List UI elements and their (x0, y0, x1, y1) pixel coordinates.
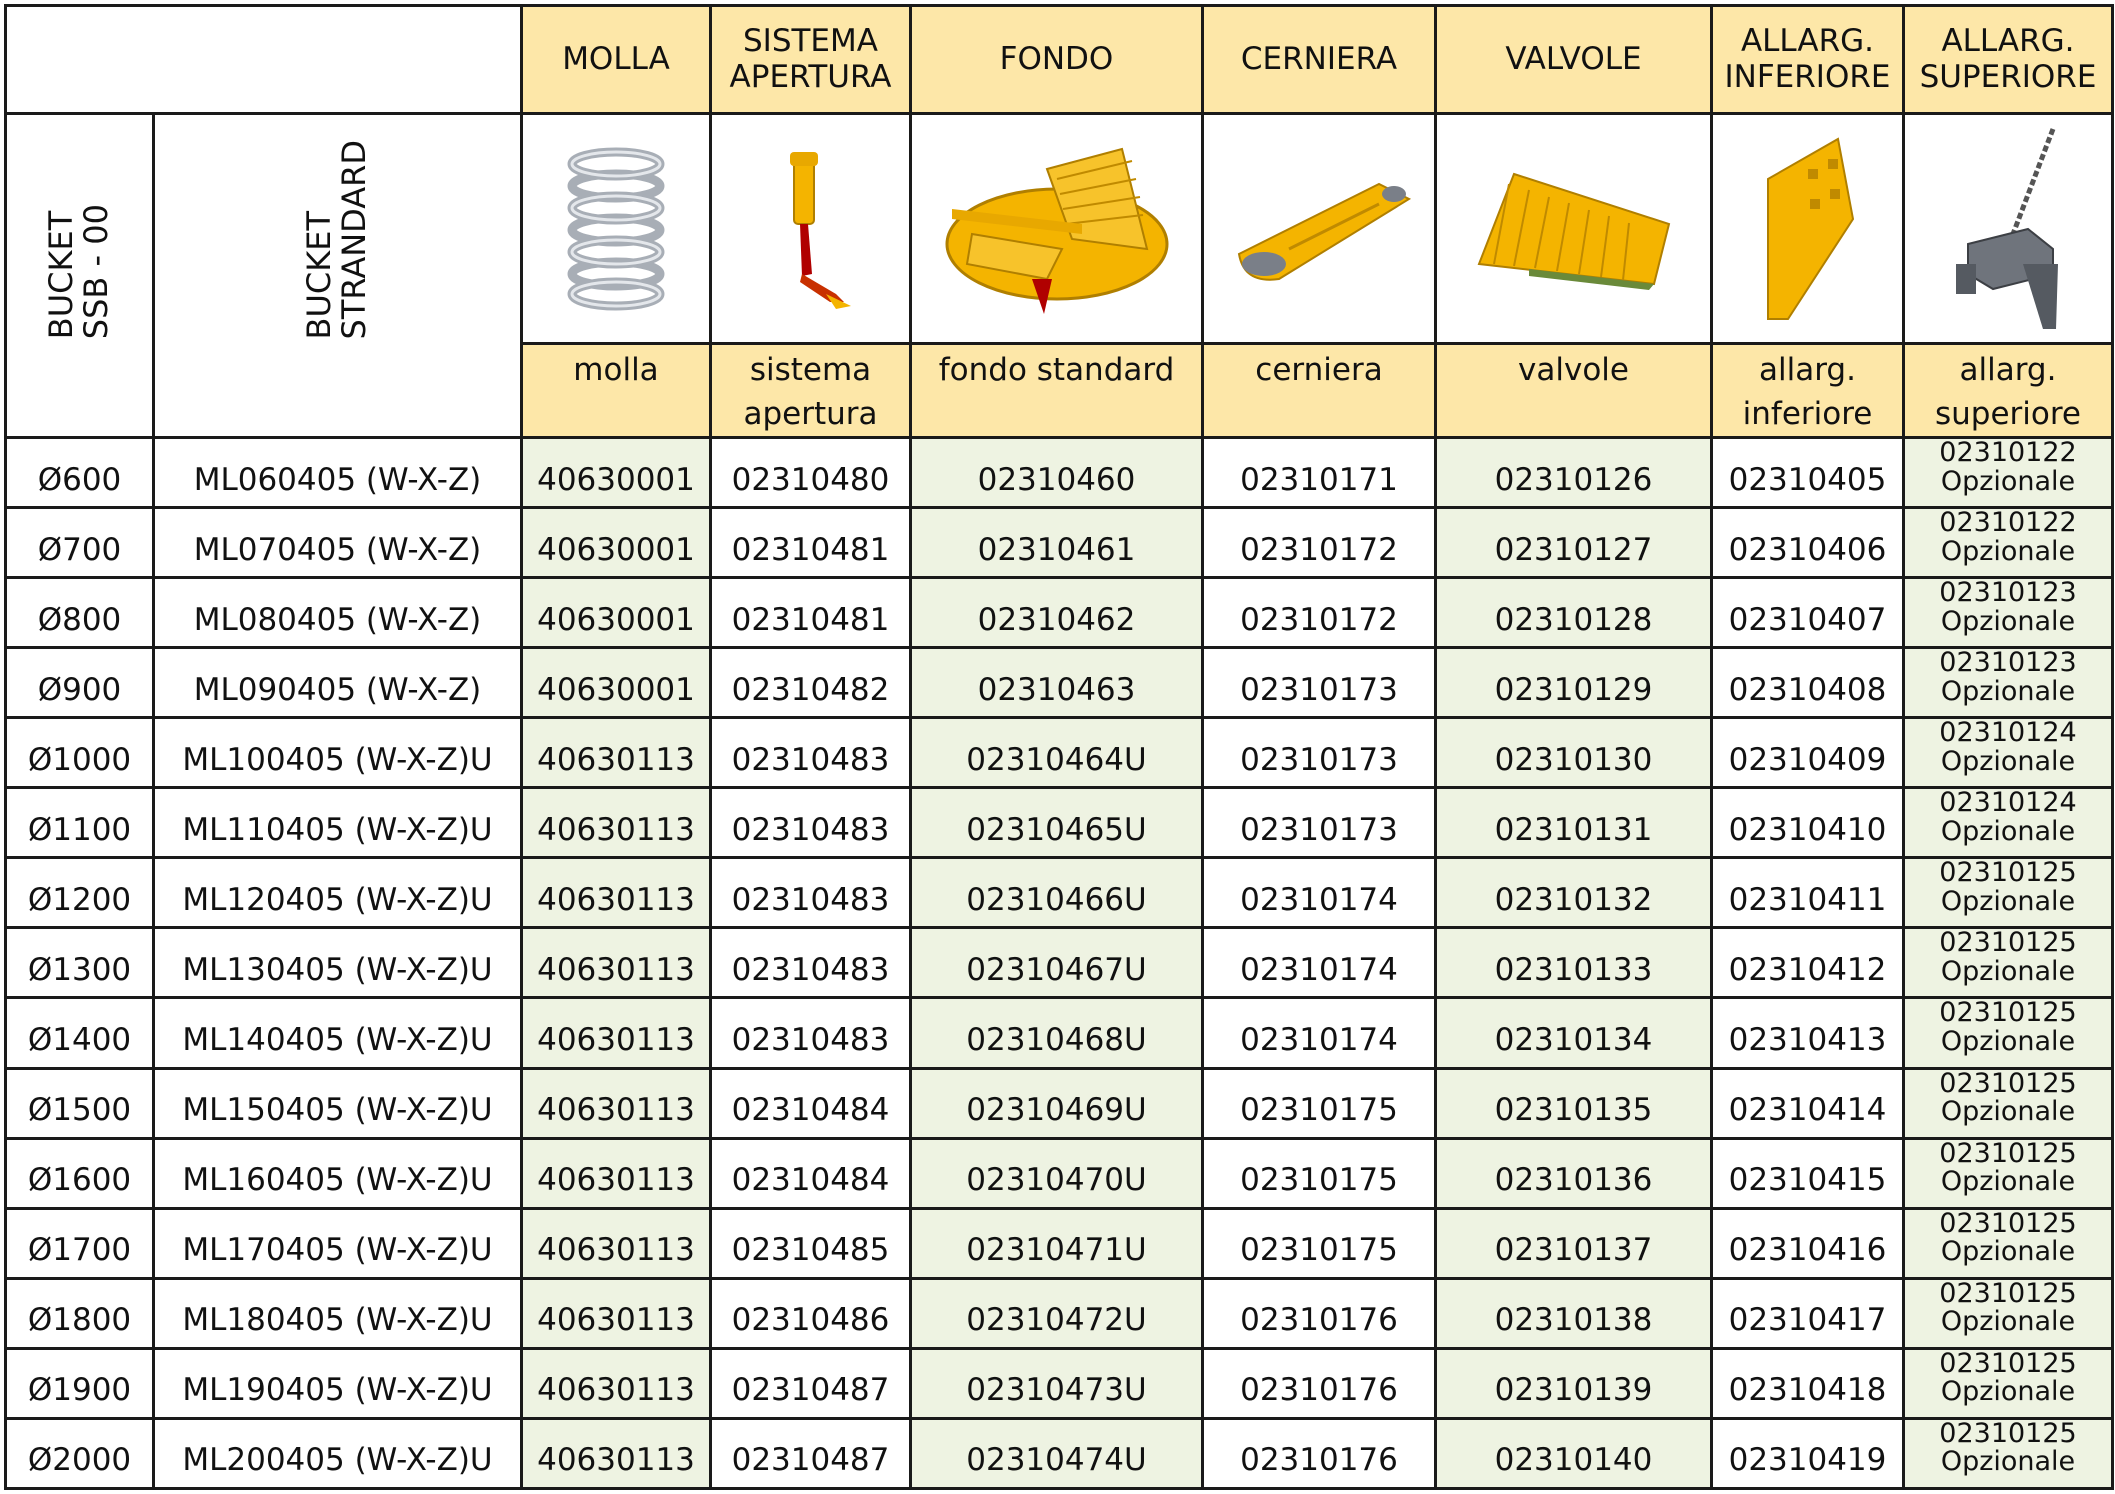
fondo-code-cell: 02310468U (911, 998, 1203, 1068)
valvole-code-cell: 02310139 (1436, 1348, 1712, 1418)
sistema-code-cell: 02310487 (711, 1418, 911, 1488)
sistema-code-cell: 02310481 (711, 578, 911, 648)
valvole-code-cell: 02310133 (1436, 928, 1712, 998)
sistema-code-cell: 02310482 (711, 648, 911, 718)
valvole-code-cell: 02310136 (1436, 1138, 1712, 1208)
model-cell: ML110405 (W-X-Z)U (154, 788, 522, 858)
opening-system-image (711, 114, 911, 344)
cerniera-code-cell: 02310173 (1203, 788, 1436, 858)
header-corner (6, 6, 522, 114)
diameter-cell: Ø1100 (6, 788, 154, 858)
allarg-inferiore-code-cell: 02310409 (1712, 718, 1904, 788)
diameter-cell: Ø1300 (6, 928, 154, 998)
sistema-code-cell: 02310483 (711, 998, 911, 1068)
table-row (6, 928, 2113, 998)
valvole-code-cell: 02310134 (1436, 998, 1712, 1068)
valvole-code-cell: 02310132 (1436, 858, 1712, 928)
diameter-cell: Ø1000 (6, 718, 154, 788)
model-cell: ML200405 (W-X-Z)U (154, 1418, 522, 1488)
allarg-inferiore-code-cell: 02310413 (1712, 998, 1904, 1068)
fondo-code-cell: 02310473U (911, 1348, 1203, 1418)
model-cell: ML130405 (W-X-Z)U (154, 928, 522, 998)
fondo-code-cell: 02310466U (911, 858, 1203, 928)
table-row (6, 1208, 2113, 1278)
fondo-code-cell: 02310465U (911, 788, 1203, 858)
image-row (6, 114, 2113, 344)
allarg-inferiore-code-cell: 02310417 (1712, 1278, 1904, 1348)
model-cell: ML150405 (W-X-Z)U (154, 1068, 522, 1138)
allarg-superiore-code-cell: 02310125 Opzionale (1904, 1068, 2113, 1138)
cerniera-code-cell: 02310175 (1203, 1138, 1436, 1208)
allarg-superiore-code-cell: 02310125 Opzionale (1904, 1208, 2113, 1278)
model-cell: ML080405 (W-X-Z) (154, 578, 522, 648)
sistema-code-cell: 02310485 (711, 1208, 911, 1278)
header-sistema-apertura: SISTEMA APERTURA (711, 6, 911, 114)
allarg-superiore-code-cell: 02310125 Opzionale (1904, 1138, 2113, 1208)
bucket-ssb-label: BUCKET SSB - 00 (42, 203, 116, 340)
diameter-cell: Ø1400 (6, 998, 154, 1068)
fondo-code-cell: 02310467U (911, 928, 1203, 998)
cerniera-code-cell: 02310171 (1203, 438, 1436, 508)
molla-code-cell: 40630001 (522, 508, 711, 578)
molla-code-cell: 40630113 (522, 858, 711, 928)
allarg-superiore-code-cell: 02310124 Opzionale (1904, 788, 2113, 858)
allarg-superiore-code-cell: 02310125 Opzionale (1904, 998, 2113, 1068)
diameter-cell: Ø1600 (6, 1138, 154, 1208)
allarg-superiore-code-cell: 02310125 Opzionale (1904, 858, 2113, 928)
allarg-inferiore-code-cell: 02310410 (1712, 788, 1904, 858)
diameter-cell: Ø2000 (6, 1418, 154, 1488)
sub-sistema-apertura: sistema apertura (711, 344, 911, 438)
model-cell: ML180405 (W-X-Z)U (154, 1278, 522, 1348)
allarg-superiore-code-cell: 02310123 Opzionale (1904, 648, 2113, 718)
sub-fondo: fondo standard (911, 344, 1203, 438)
valvole-code-cell: 02310138 (1436, 1278, 1712, 1348)
model-cell: ML120405 (W-X-Z)U (154, 858, 522, 928)
valvole-code-cell: 02310130 (1436, 718, 1712, 788)
model-cell: ML090405 (W-X-Z) (154, 648, 522, 718)
table-row (6, 858, 2113, 928)
fondo-code-cell: 02310461 (911, 508, 1203, 578)
diameter-cell: Ø600 (6, 438, 154, 508)
cerniera-code-cell: 02310174 (1203, 998, 1436, 1068)
table-row (6, 1068, 2113, 1138)
header-allarg-superiore: ALLARG. SUPERIORE (1904, 6, 2113, 114)
bucket-ssb-cell (6, 114, 154, 438)
cerniera-code-cell: 02310176 (1203, 1348, 1436, 1418)
table-row (6, 1348, 2113, 1418)
cerniera-code-cell: 02310172 (1203, 508, 1436, 578)
cerniera-code-cell: 02310176 (1203, 1278, 1436, 1348)
table-row (6, 1418, 2113, 1488)
valvole-code-cell: 02310131 (1436, 788, 1712, 858)
molla-code-cell: 40630001 (522, 438, 711, 508)
model-cell: ML170405 (W-X-Z)U (154, 1208, 522, 1278)
cerniera-code-cell: 02310173 (1203, 648, 1436, 718)
fondo-code-cell: 02310471U (911, 1208, 1203, 1278)
diameter-cell: Ø900 (6, 648, 154, 718)
molla-code-cell: 40630113 (522, 718, 711, 788)
allarg-inferiore-code-cell: 02310407 (1712, 578, 1904, 648)
table-row (6, 788, 2113, 858)
header-row (6, 6, 2113, 114)
allarg-superiore-code-cell: 02310122 Opzionale (1904, 438, 2113, 508)
valvole-code-cell: 02310135 (1436, 1068, 1712, 1138)
cerniera-code-cell: 02310175 (1203, 1208, 1436, 1278)
allarg-inferiore-code-cell: 02310405 (1712, 438, 1904, 508)
diameter-cell: Ø700 (6, 508, 154, 578)
sub-cerniera: cerniera (1203, 344, 1436, 438)
header-allarg-inferiore: ALLARG. INFERIORE (1712, 6, 1904, 114)
sistema-code-cell: 02310484 (711, 1138, 911, 1208)
diameter-cell: Ø1700 (6, 1208, 154, 1278)
fondo-code-cell: 02310462 (911, 578, 1203, 648)
allarg-superiore-code-cell: 02310123 Opzionale (1904, 578, 2113, 648)
model-cell: ML070405 (W-X-Z) (154, 508, 522, 578)
allarg-inferiore-code-cell: 02310412 (1712, 928, 1904, 998)
sistema-code-cell: 02310486 (711, 1278, 911, 1348)
model-cell: ML190405 (W-X-Z)U (154, 1348, 522, 1418)
valves-image (1436, 114, 1712, 344)
molla-code-cell: 40630113 (522, 1068, 711, 1138)
sistema-code-cell: 02310483 (711, 928, 911, 998)
molla-code-cell: 40630113 (522, 1138, 711, 1208)
cerniera-code-cell: 02310174 (1203, 928, 1436, 998)
sistema-code-cell: 02310483 (711, 858, 911, 928)
allarg-inferiore-code-cell: 02310416 (1712, 1208, 1904, 1278)
upper-extension-image (1904, 114, 2113, 344)
allarg-superiore-code-cell: 02310125 Opzionale (1904, 1418, 2113, 1488)
model-cell: ML060405 (W-X-Z) (154, 438, 522, 508)
molla-code-cell: 40630113 (522, 1208, 711, 1278)
allarg-superiore-code-cell: 02310124 Opzionale (1904, 718, 2113, 788)
allarg-inferiore-code-cell: 02310414 (1712, 1068, 1904, 1138)
parts-table (4, 4, 2114, 1490)
valvole-code-cell: 02310128 (1436, 578, 1712, 648)
allarg-inferiore-code-cell: 02310406 (1712, 508, 1904, 578)
model-cell: ML140405 (W-X-Z)U (154, 998, 522, 1068)
molla-code-cell: 40630113 (522, 1348, 711, 1418)
sistema-code-cell: 02310487 (711, 1348, 911, 1418)
sub-allarg-inferiore: allarg. inferiore (1712, 344, 1904, 438)
valvole-code-cell: 02310127 (1436, 508, 1712, 578)
diameter-cell: Ø1500 (6, 1068, 154, 1138)
model-cell: ML160405 (W-X-Z)U (154, 1138, 522, 1208)
diameter-cell: Ø1800 (6, 1278, 154, 1348)
table-row (6, 1138, 2113, 1208)
table-row (6, 648, 2113, 718)
allarg-inferiore-code-cell: 02310408 (1712, 648, 1904, 718)
bottom-image (911, 114, 1203, 344)
molla-code-cell: 40630113 (522, 1278, 711, 1348)
sub-molla: molla (522, 344, 711, 438)
table-row (6, 998, 2113, 1068)
model-cell: ML100405 (W-X-Z)U (154, 718, 522, 788)
fondo-code-cell: 02310472U (911, 1278, 1203, 1348)
allarg-superiore-code-cell: 02310125 Opzionale (1904, 1348, 2113, 1418)
molla-code-cell: 40630113 (522, 928, 711, 998)
cerniera-code-cell: 02310176 (1203, 1418, 1436, 1488)
allarg-superiore-code-cell: 02310125 Opzionale (1904, 1278, 2113, 1348)
valvole-code-cell: 02310137 (1436, 1208, 1712, 1278)
allarg-superiore-code-cell: 02310122 Opzionale (1904, 508, 2113, 578)
bucket-standard-label: BUCKET STRANDARD (300, 139, 374, 340)
sistema-code-cell: 02310480 (711, 438, 911, 508)
allarg-inferiore-code-cell: 02310419 (1712, 1418, 1904, 1488)
fondo-code-cell: 02310469U (911, 1068, 1203, 1138)
allarg-inferiore-code-cell: 02310418 (1712, 1348, 1904, 1418)
sub-valvole: valvole (1436, 344, 1712, 438)
valvole-code-cell: 02310129 (1436, 648, 1712, 718)
allarg-superiore-code-cell: 02310125 Opzionale (1904, 928, 2113, 998)
hinge-image (1203, 114, 1436, 344)
table-row (6, 438, 2113, 508)
fondo-code-cell: 02310474U (911, 1418, 1203, 1488)
sistema-code-cell: 02310483 (711, 718, 911, 788)
fondo-code-cell: 02310464U (911, 718, 1203, 788)
molla-code-cell: 40630113 (522, 788, 711, 858)
table-row (6, 1278, 2113, 1348)
bucket-standard-cell (154, 114, 522, 438)
cerniera-code-cell: 02310173 (1203, 718, 1436, 788)
allarg-inferiore-code-cell: 02310415 (1712, 1138, 1904, 1208)
molla-code-cell: 40630113 (522, 1418, 711, 1488)
table-row (6, 578, 2113, 648)
lower-extension-image (1712, 114, 1904, 344)
molla-code-cell: 40630001 (522, 578, 711, 648)
diameter-cell: Ø1200 (6, 858, 154, 928)
cerniera-code-cell: 02310175 (1203, 1068, 1436, 1138)
valvole-code-cell: 02310126 (1436, 438, 1712, 508)
molla-code-cell: 40630113 (522, 998, 711, 1068)
molla-code-cell: 40630001 (522, 648, 711, 718)
fondo-code-cell: 02310470U (911, 1138, 1203, 1208)
header-valvole: VALVOLE (1436, 6, 1712, 114)
fondo-code-cell: 02310463 (911, 648, 1203, 718)
diameter-cell: Ø1900 (6, 1348, 154, 1418)
sistema-code-cell: 02310481 (711, 508, 911, 578)
sistema-code-cell: 02310484 (711, 1068, 911, 1138)
header-molla: MOLLA (522, 6, 711, 114)
sistema-code-cell: 02310483 (711, 788, 911, 858)
table-row (6, 508, 2113, 578)
cerniera-code-cell: 02310174 (1203, 858, 1436, 928)
diameter-cell: Ø800 (6, 578, 154, 648)
header-fondo: FONDO (911, 6, 1203, 114)
sub-allarg-superiore: allarg. superiore (1904, 344, 2113, 438)
fondo-code-cell: 02310460 (911, 438, 1203, 508)
valvole-code-cell: 02310140 (1436, 1418, 1712, 1488)
spring-image (522, 114, 711, 344)
header-cerniera: CERNIERA (1203, 6, 1436, 114)
table-row (6, 718, 2113, 788)
cerniera-code-cell: 02310172 (1203, 578, 1436, 648)
allarg-inferiore-code-cell: 02310411 (1712, 858, 1904, 928)
